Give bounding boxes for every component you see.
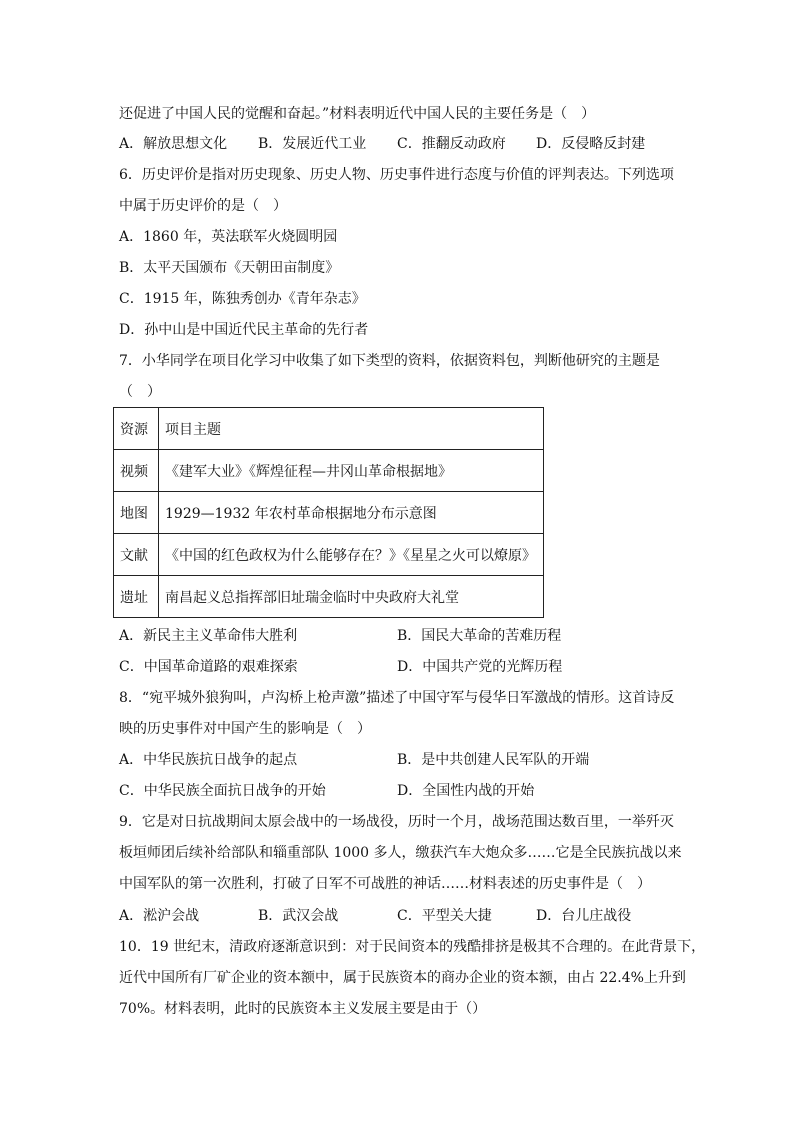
q6-option-b: B．太平天国颁布《天朝田亩制度》	[119, 260, 340, 276]
table-cell: 南昌起义总指挥部旧址瑞金临时中央政府大礼堂	[159, 576, 544, 618]
q7-option-d: D．中国共产党的光辉历程	[397, 659, 563, 675]
q6-option-a: A．1860 年，英法联军火烧圆明园	[119, 229, 338, 245]
q6-stem-line1: 6．历史评价是指对历史现象、历史人物、历史事件进行态度与价值的评判表达。下列选项	[119, 167, 674, 183]
table-row	[114, 450, 544, 492]
q10-stem-line2: 近代中国所有厂矿企业的资本额中，属于民族资本的商办企业的资本额，由占 22.4%上升到	[119, 970, 686, 986]
q6-stem-line2: 中属于历史评价的是（ ）	[119, 198, 287, 214]
table-row	[114, 492, 544, 534]
q9-option-b: B．武汉会战	[258, 908, 339, 924]
q5-option-a: A．解放思想文化	[119, 136, 228, 152]
table-cell: 项目主题	[159, 408, 544, 450]
table-row	[114, 576, 544, 618]
table-cell: 文献	[114, 534, 159, 576]
table-cell: 资源	[114, 408, 159, 450]
q7-resource-table	[113, 407, 544, 618]
q7-stem-line2: （ ）	[119, 384, 161, 400]
q9-stem-line3: 中国军队的第一次胜利，打破了日军不可战胜的神话……材料表述的历史事件是（ ）	[119, 876, 651, 892]
q8-option-b: B．是中共创建人民军队的开端	[397, 752, 590, 768]
q10-stem-line1: 10．19 世纪末，清政府逐渐意识到：对于民间资本的残酷排挤是极其不合理的。在此背景下，	[119, 939, 706, 955]
q9-option-c: C．平型关大捷	[397, 908, 492, 924]
q8-stem-line1: 8．“宛平城外狼狗叫，卢沟桥上枪声激”描述了中国守军与侵华日军激战的情形。这首诗反	[119, 690, 675, 706]
q5-option-d: D．反侵略反封建	[536, 136, 646, 152]
q5-stem-end: 还促进了中国人民的觉醒和奋起。”材料表明近代中国人民的主要任务是（ ）	[119, 106, 596, 122]
q6-option-d: D．孙中山是中国近代民主革命的先行者	[119, 322, 369, 338]
table-cell: 《中国的红色政权为什么能够存在？》《星星之火可以燎原》	[159, 534, 544, 576]
table-cell: 《建军大业》《辉煌征程—井冈山革命根据地》	[159, 450, 544, 492]
table-cell: 地图	[114, 492, 159, 534]
q9-option-d: D．台儿庄战役	[536, 908, 632, 924]
q5-option-b: B．发展近代工业	[258, 136, 367, 152]
table-row	[114, 534, 544, 576]
q8-option-c: C．中华民族全面抗日战争的开始	[119, 783, 326, 799]
q9-option-a: A．淞沪会战	[119, 908, 200, 924]
q8-stem-line2: 映的历史事件对中国产生的影响是（ ）	[119, 721, 371, 737]
table-cell: 视频	[114, 450, 159, 492]
q6-option-c: C．1915 年，陈独秀创办《青年杂志》	[119, 291, 366, 307]
q10-stem-line3: 70%。材料表明，此时的民族资本主义发展主要是由于（）	[119, 1001, 487, 1017]
q7-option-a: A．新民主主义革命伟大胜利	[119, 628, 298, 644]
table-cell: 遗址	[114, 576, 159, 618]
q9-stem-line1: 9．它是对日抗战期间太原会战中的一场战役，历时一个月，战场范围达数百里，一举歼灭	[119, 814, 674, 830]
q7-option-b: B．国民大革命的苦难历程	[397, 628, 562, 644]
q5-option-c: C．推翻反动政府	[397, 136, 506, 152]
q7-option-c: C．中国革命道路的艰难探索	[119, 659, 298, 675]
q7-stem-line1: 7．小华同学在项目化学习中收集了如下类型的资料，依据资料包，判断他研究的主题是	[119, 353, 660, 369]
q8-option-a: A．中华民族抗日战争的起点	[119, 752, 298, 768]
q8-option-d: D．全国性内战的开始	[397, 783, 535, 799]
table-cell: 1929—1932 年农村革命根据地分布示意图	[159, 492, 544, 534]
table-row	[114, 408, 544, 450]
q9-stem-line2: 板垣师团后续补给部队和辎重部队 1000 多人，缴获汽车大炮众多……它是全民族抗战以来	[119, 845, 682, 861]
